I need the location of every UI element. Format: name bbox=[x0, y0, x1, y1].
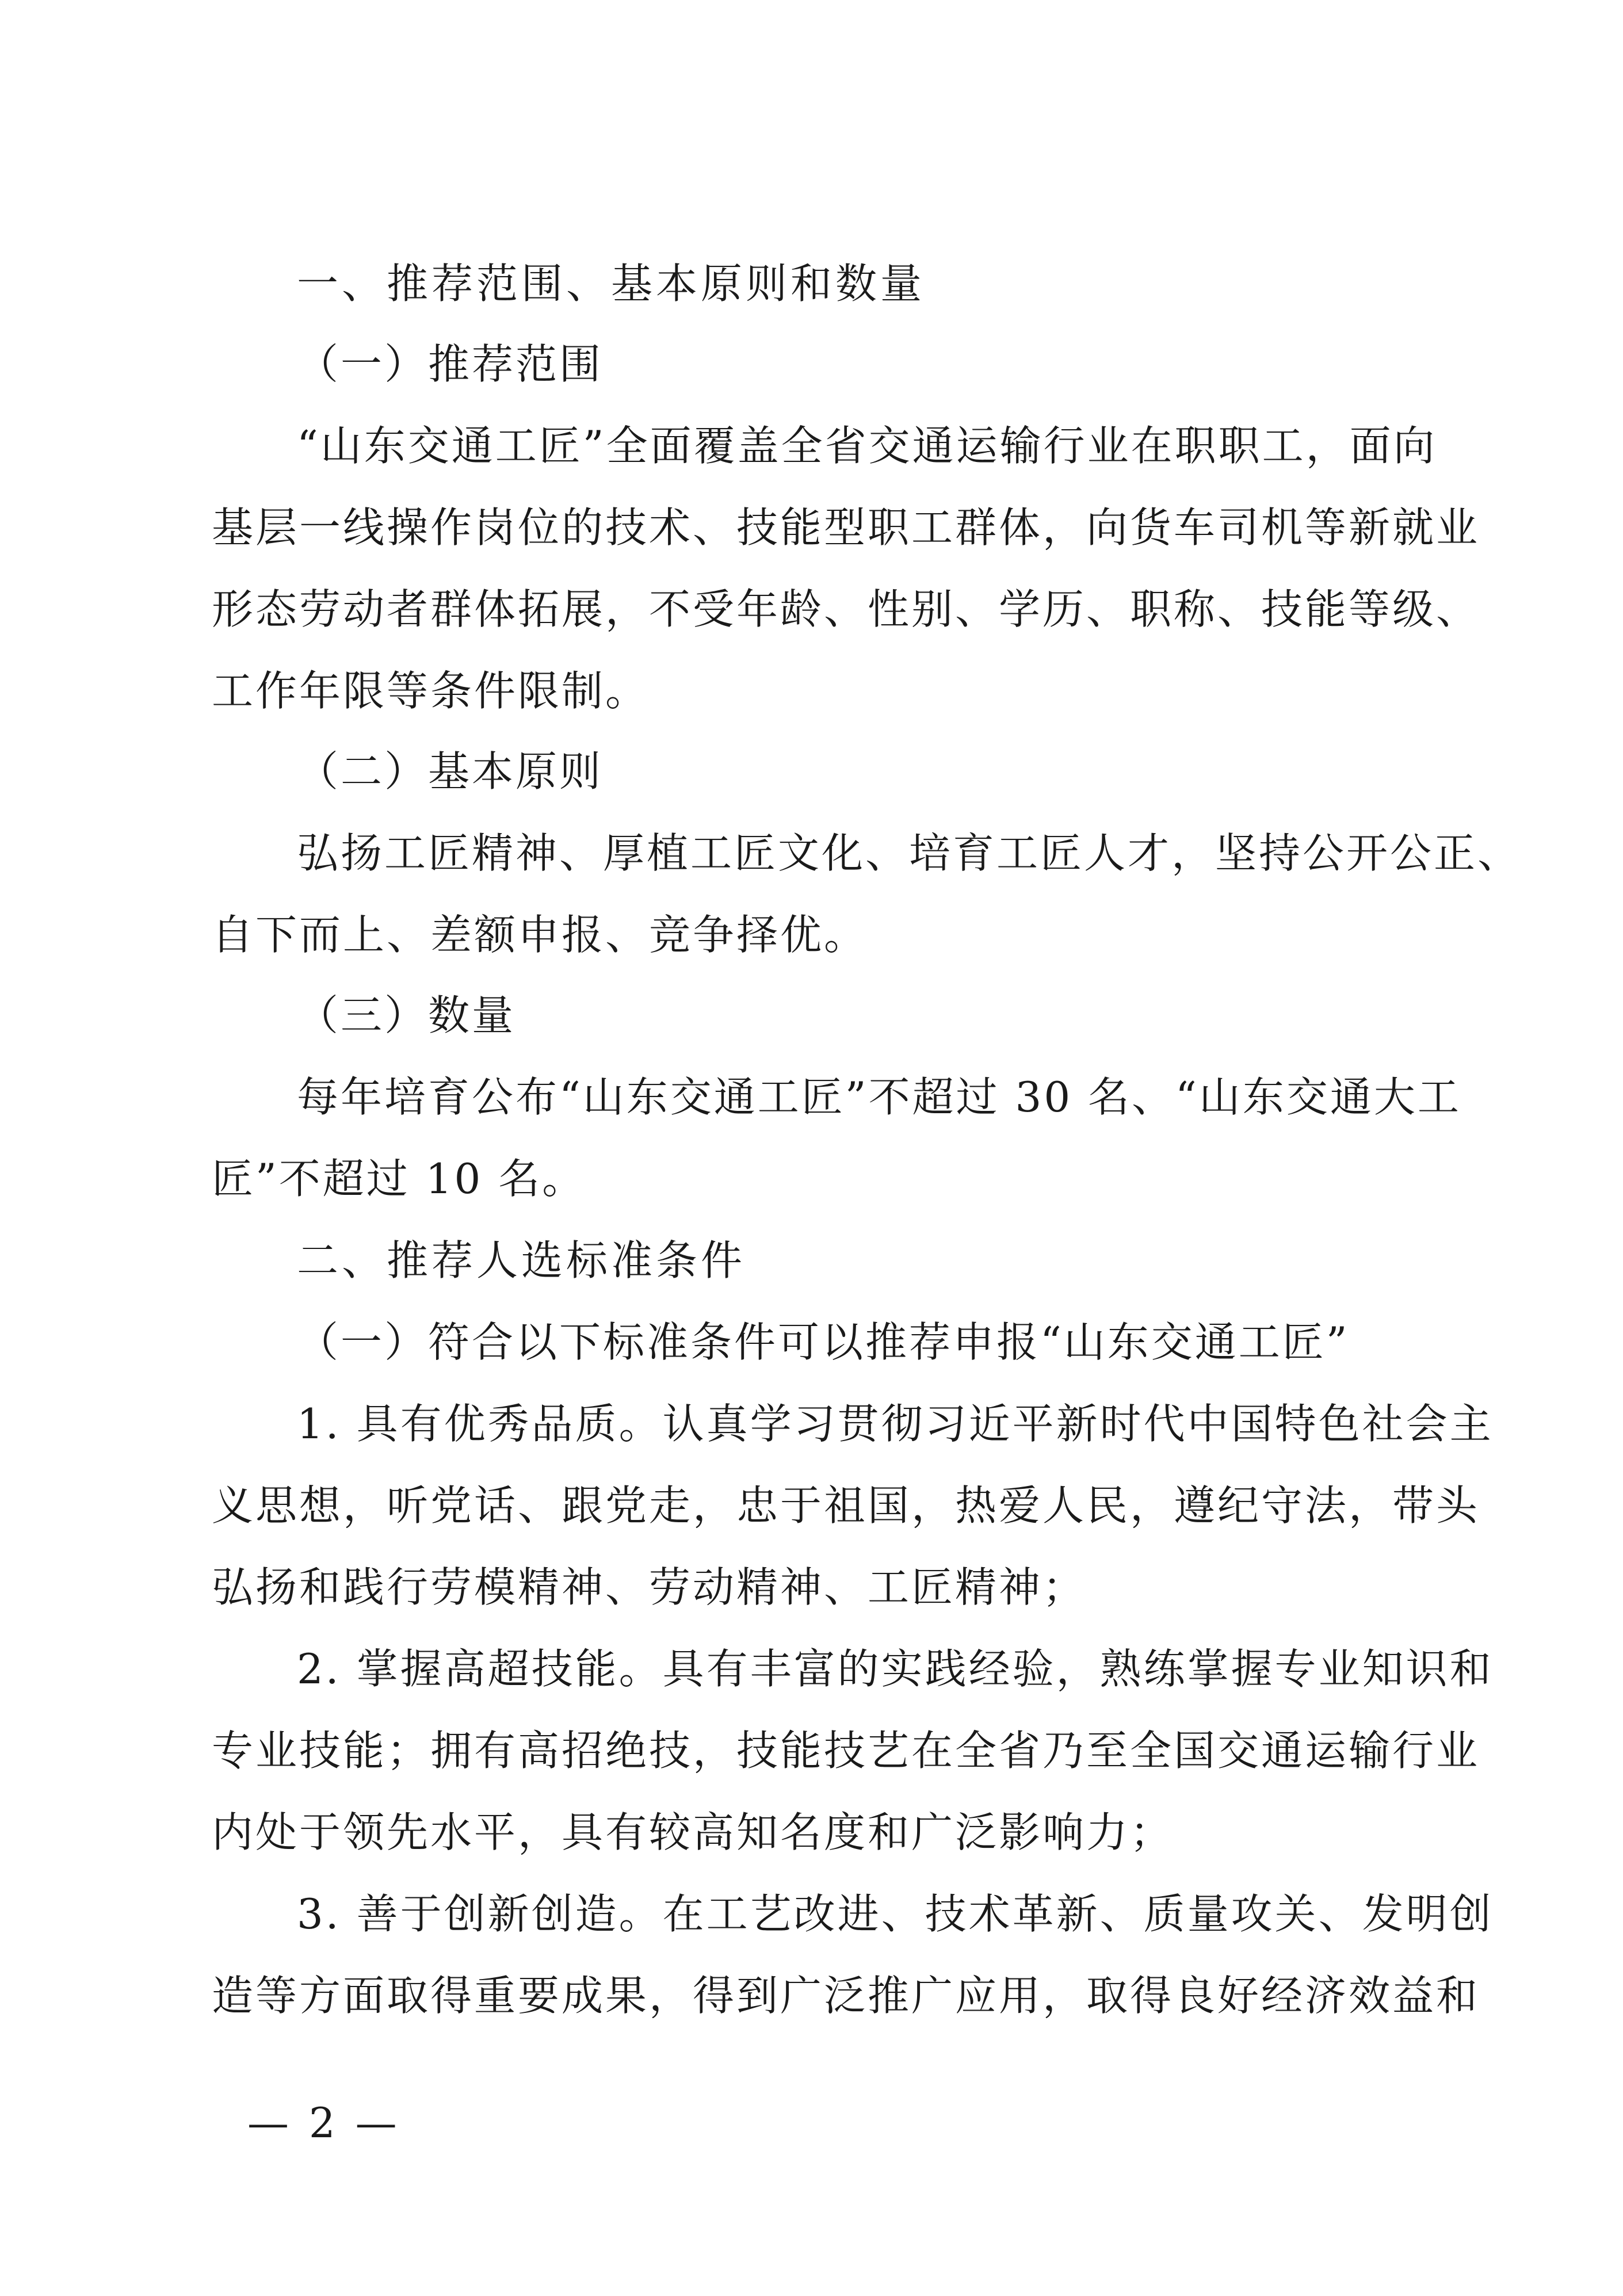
paragraph-line: 弘扬工匠精神、厚植工匠文化、培育工匠人才，坚持公开公正、 bbox=[297, 829, 1522, 877]
paragraph-line: 3. 善于创新创造。在工艺改进、技术革新、质量攻关、发明创 bbox=[297, 1890, 1494, 1938]
paragraph-line: 义思想，听党话、跟党走，忠于祖国，热爱人民，遵纪守法，带头 bbox=[212, 1481, 1480, 1530]
paragraph-line: 每年培育公布“山东交通工匠”不超过 30 名、“山东交通大工 bbox=[297, 1073, 1461, 1121]
subsection-heading-quantity: （三）数量 bbox=[297, 991, 516, 1040]
paragraph-line: “山东交通工匠”全面覆盖全省交通运输行业在职职工，面向 bbox=[297, 422, 1437, 470]
paragraph-line: 弘扬和践行劳模精神、劳动精神、工匠精神； bbox=[212, 1563, 1087, 1611]
paragraph-line: 匠”不超过 10 名。 bbox=[212, 1155, 586, 1203]
paragraph-line: 形态劳动者群体拓展，不受年龄、性别、学历、职称、技能等级、 bbox=[212, 585, 1480, 633]
subsection-heading-principles: （二）基本原则 bbox=[297, 747, 604, 796]
section-heading-2: 二、推荐人选标准条件 bbox=[297, 1236, 746, 1285]
paragraph-line: 工作年限等条件限制。 bbox=[212, 667, 650, 715]
paragraph-line: 2. 掌握高超技能。具有丰富的实践经验，熟练掌握专业知识和 bbox=[297, 1645, 1494, 1693]
paragraph-line: 自下而上、差额申报、竞争择优。 bbox=[212, 911, 868, 959]
subsection-heading-scope: （一）推荐范围 bbox=[297, 340, 604, 388]
paragraph-line: 内处于领先水平，具有较高知名度和广泛影响力； bbox=[212, 1808, 1174, 1856]
paragraph-line: 专业技能；拥有高招绝技，技能技艺在全省乃至全国交通运输行业 bbox=[212, 1726, 1480, 1775]
paragraph-line: 造等方面取得重要成果，得到广泛推广应用，取得良好经济效益和 bbox=[212, 1972, 1480, 2020]
paragraph-line: 1. 具有优秀品质。认真学习贯彻习近平新时代中国特色社会主 bbox=[297, 1400, 1494, 1448]
paragraph-line: 基层一线操作岗位的技术、技能型职工群体，向货车司机等新就业 bbox=[212, 503, 1480, 552]
section-heading-1: 一、推荐范围、基本原则和数量 bbox=[297, 259, 926, 308]
page-number: — 2 — bbox=[247, 2099, 400, 2147]
subsection-heading-criteria: （一）符合以下标准条件可以推荐申报“山东交通工匠” bbox=[297, 1318, 1350, 1366]
